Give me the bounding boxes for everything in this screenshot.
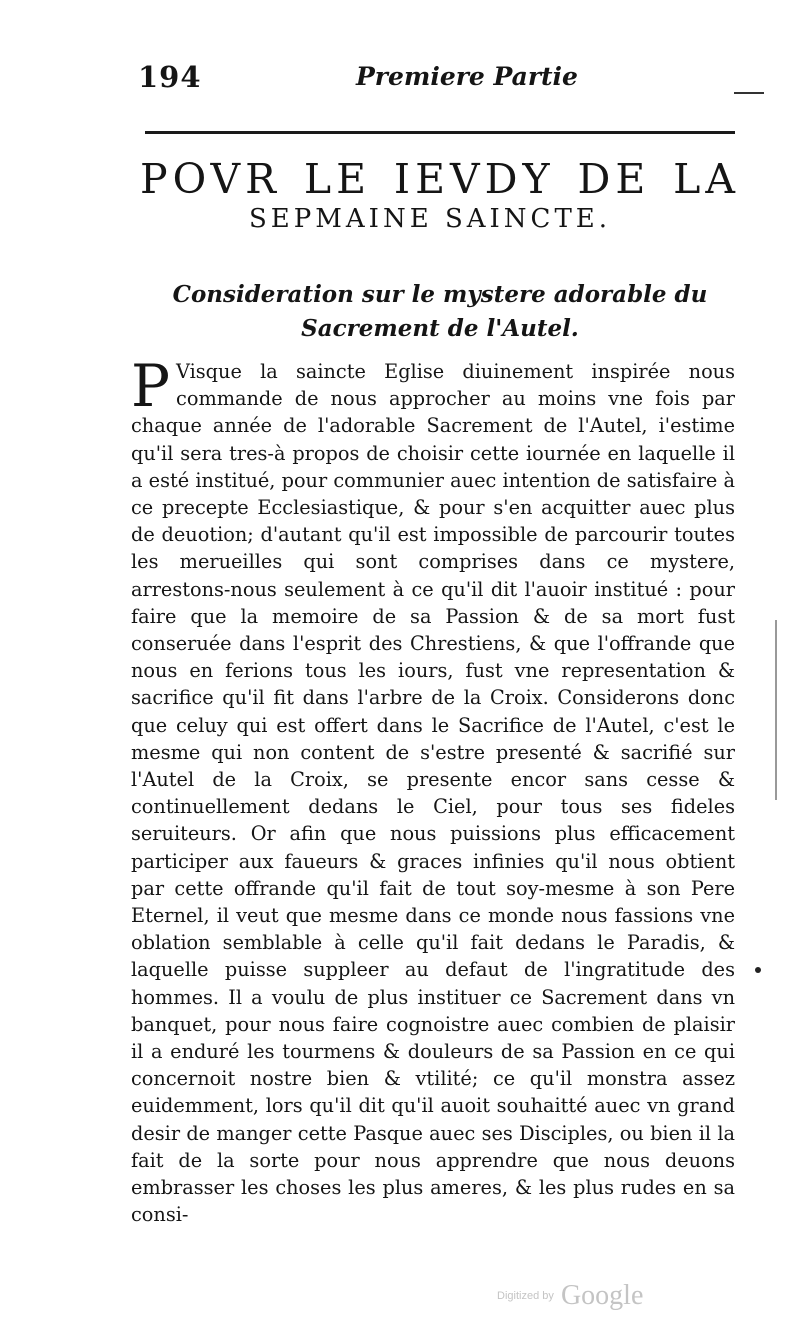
- gutter-line: [775, 620, 777, 800]
- watermark: [497, 1280, 643, 1312]
- body-paragraph: [131, 352, 735, 1229]
- running-head: Premiere Partie: [356, 62, 578, 91]
- gutter-dot: [755, 967, 761, 973]
- watermark-prefix: Digitized by: [497, 1290, 554, 1302]
- chapter-title-line1: POVR LE IEVDY DE LA: [140, 155, 740, 203]
- chapter-title-line2: SEPMAINE SAINCTE.: [249, 204, 612, 234]
- body-paragraph-text: Visque la saincte Eglise diuinement inspirée nous commande de nous approcher au moins vne fois par chaque année de l'adorable Sacrement de l'Autel, i'estime qu'il sera tres-à propos de choisir cette iournée en laquelle il a esté institué, pour communier auec intention de satisfaire à ce precepte Ecclesiastique, & pour s'en acquitter auec plus de deuotion; d'autant qu'il est impossible de parcourir toutes les merueilles qui sont comprises dans ce mystere, arrestons-nous seulement à ce qu'il dit l'auoir institué : pour faire que la memoire de sa Passion & de sa mort fust conseruée dans l'esprit des Chrestiens, & que l'offrande que nous en ferions tous les iours, fust vne representation & sacrifice qu'il fit dans l'arbre de la Croix. Considerons donc que celuy qui est offert dans le Sacrifice de l'Autel, c'est le mesme qui non content de s'estre presenté & sacrifié sur l'Autel de la Croix, se presente encor sans cesse & continuellement dedans le Ciel, pour tous ses fideles seruiteurs. Or afin que nous puissions plus efficacement participer aux faueurs & graces infinies qu'il nous obtient par cette offrande qu'il fait de tout soy-mesme à son Pere Eternel, il veut que mesme dans ce monde nous fassions vne oblation semblable à celle qu'il fait dedans le Paradis, & laquelle puisse suppleer au defaut de l'ingratitude des hommes. Il a voulu de plus instituer ce Sacrement dans vn banquet, pour nous faire cognoistre auec combien de plaisir il a enduré les tourmens & douleurs de sa Passion en ce qui concernoit nostre bien & vtilité; ce qu'il monstra assez euidemment, lors qu'il dit qu'il auoit souhaitté auec vn grand desir de manger cette Pasque auec ses Disciples, ou bien il la fait de la sorte pour nous apprendre que nous deuons embrasser les choses les plus ameres, & les plus rudes en sa consi-: [131, 360, 735, 1227]
- corner-mark: [734, 92, 764, 94]
- drop-cap: P: [131, 352, 171, 420]
- page-number: 194: [138, 60, 202, 94]
- header-rule: [145, 131, 735, 134]
- google-logo: Google: [560, 1280, 644, 1311]
- section-subtitle: Consideration sur le mystere adorable du Sacrement de l'Autel.: [172, 281, 708, 342]
